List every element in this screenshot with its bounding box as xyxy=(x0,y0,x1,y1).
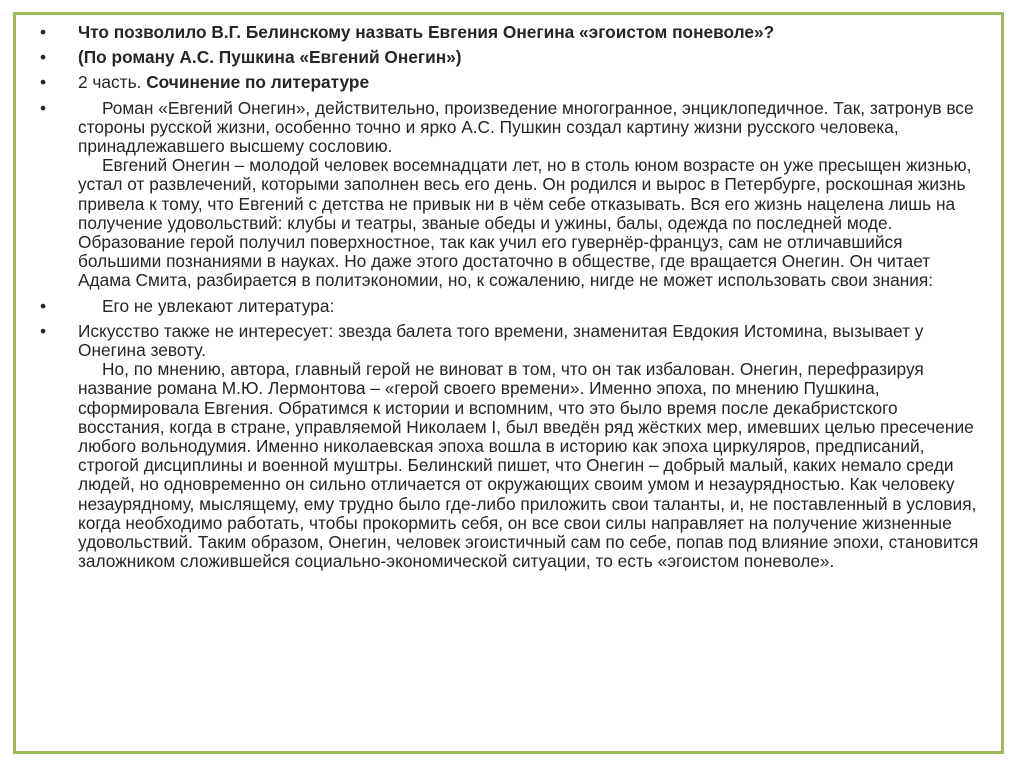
essay-title: Что позволило В.Г. Белинскому назвать Евгения Онегина «эгоистом поневоле»? xyxy=(78,22,775,42)
list-item xyxy=(38,73,987,92)
essay-subtitle: (По роману А.С. Пушкина «Евгений Онегин») xyxy=(78,47,462,68)
bullet-icon: • xyxy=(40,295,47,316)
bullet-icon: • xyxy=(40,97,47,118)
body-paragraph: Роман «Евгений Онегин», действительно, произведение многогранное, энциклопедичное. Так, затронув все стороны русской жизни, особенно точно и ярко А.С. Пушкин создал картину жизни русского человека, принадлежавшего высшему сословию. xyxy=(78,97,974,157)
bullet-icon: • xyxy=(40,72,47,93)
part-label: Сочинение по литературе xyxy=(146,72,370,93)
bullet-icon: • xyxy=(40,47,47,68)
slide-frame xyxy=(13,12,1004,754)
list-item xyxy=(38,23,987,42)
slide-content xyxy=(38,23,987,577)
body-paragraph: Его не увлекают литература: xyxy=(102,295,335,316)
bullet-icon: • xyxy=(40,320,47,341)
list-item xyxy=(38,99,987,291)
list-item xyxy=(38,48,987,67)
body-paragraph: Евгений Онегин – молодой человек восемнадцати лет, но в столь юном возрасте он уже пресыщен жизнью, устал от развлечений, которыми заполнен весь его день. Он родился и вырос в Петербурге, роскошная жизнь привела к тому, что Евгений с детства не привык ни в чём себе отказывать. Вся его жизнь нацелена лишь на получение удовольствий: клубы и театры, званые обеды и ужины, балы, одежда по последней моде. Образование герой получил поверхностное, так как учил его гувернёр-француз, сам не отличавшийся большими познаниями в науках. Но даже этого достаточно в обществе, где вращается Онегин. Он читает Адама Смита, разбирается в политэкономии, но, к сожалению, нигде не может использовать свои знания: xyxy=(78,155,972,291)
bullet-icon: • xyxy=(40,22,47,42)
body-paragraph: Но, по мнению, автора, главный герой не виноват в том, что он так избалован. Онегин, перефразируя название романа М.Ю. Лермонтова – «герой своего времени». Именно эпоха, по мнению Пушкина, сформировала Евгения. Обратимся к истории и вспомним, что это было время после декабристского восстания, когда в стране, управляемой Николаем I, был введён ряд жёстких мер, имевших целью пресечение любого вольнодумия. Именно николаевская эпоха вошла в историю как эпоха циркуляров, предписаний, строгой дисциплины и военной муштры. Белинский пишет, что Онегин – добрый малый, каких немало среди людей, но одновременно он сильно отличается от окружающих своим умом и незаурядностью. Как человеку незаурядному, мыслящему, ему трудно было где-либо приложить свои таланты, и, не поставленный в условия, когда необходимо работать, чтобы прокормить себя, он все свои силы направляет на получение жизненные удовольствий. Таким образом, Онегин, человек эгоистичный сам по себе, попав под влияние эпохи, становится заложником сложившейся социально-экономической ситуации, то есть «эгоистом поневоле». xyxy=(78,359,979,572)
body-paragraph: Искусство также не интересует: звезда балета того времени, знаменитая Евдокия Истомина, вызывает у Онегина зевоту. xyxy=(78,320,924,361)
part-prefix: 2 часть. xyxy=(78,72,147,93)
list-item xyxy=(38,322,987,572)
list-item xyxy=(38,297,987,316)
part-heading xyxy=(78,73,987,92)
